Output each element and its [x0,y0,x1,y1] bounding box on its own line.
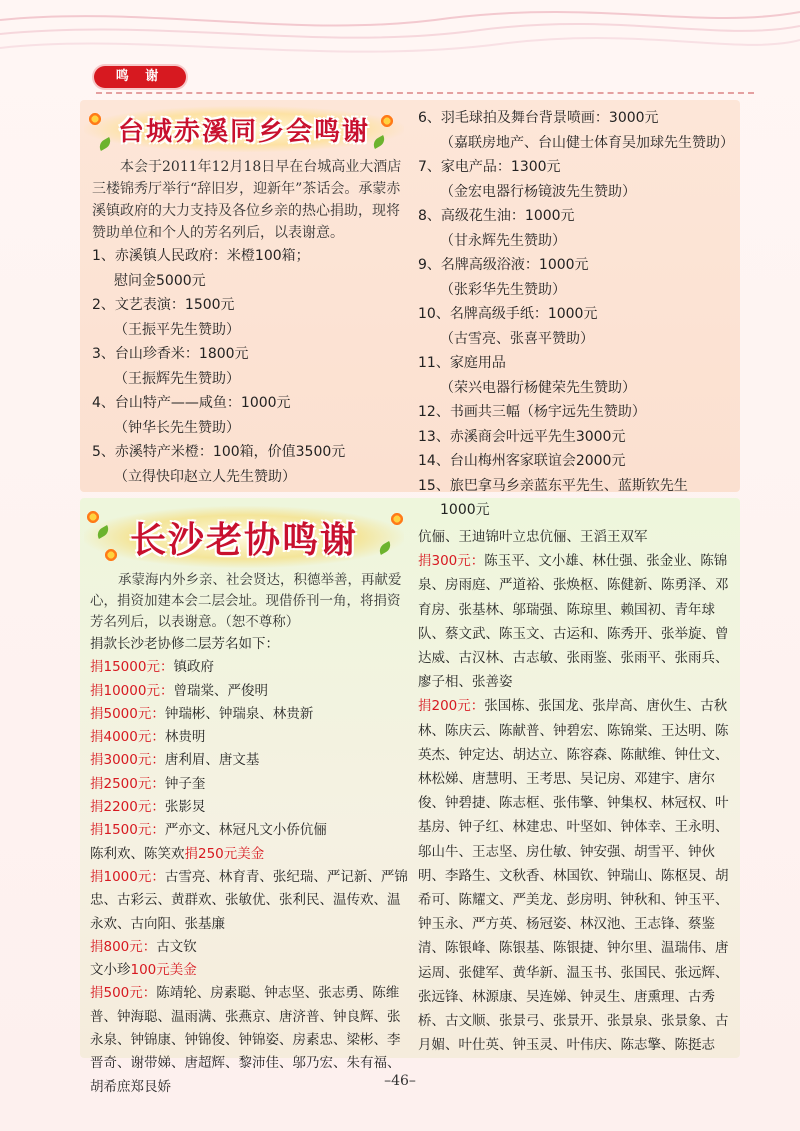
donation-amount: 捐800元： [90,938,157,955]
donor-names: 陈靖轮、房素聪、钟志坚、张志勇、陈维普、钟海聪、温雨满、张燕京、唐济普、钟良辉、张永泉、钟锦康、钟锦俊、钟锦姿、房素忠、梁彬、李晋奇、谢带娣、唐超辉、黎沛佳、邬乃宏、朱有福、胡希庶郑艮娇 [90,985,401,1095]
donation-amount: 捐1000元： [90,868,165,885]
donation-entry [90,796,408,819]
section2-intro: 承蒙海内外乡亲、社会贤达，积德举善，再献爱心，捐资加建本会二层会址。现借侨刊一角，将捐资芳名列后，以表谢意。（恕不尊称） [90,572,402,630]
donation-list-right [418,549,736,1057]
donation-entry [90,866,408,936]
donation-entry [90,749,408,772]
donation-entry [90,703,408,726]
donor-names: 陈玉平、文小雄、林仕强、张金业、陈锦泉、房雨庭、严道裕、张焕枢、陈健新、陈勇泽、邓育房、张基林、邬瑞强、陈琼里、赖国初、青年球队、蔡文武、陈玉文、古运和、陈秀开、张举旋、曾达威、古汉林、古志敏、张雨鉴、张雨平、张雨兵、廖子相、张善姿 [418,553,729,691]
flower-decoration [88,112,102,126]
list-item: 15、旅巴拿马乡亲蓝东平先生、蓝斯钦先生 [418,477,688,494]
page-number: –46– [384,1073,416,1089]
donor-names: 钟瑞彬、钟瑞泉、林贵新 [164,705,314,722]
donation-amount: 捐200元： [418,698,485,715]
donation-amount: 捐1500元： [90,822,165,839]
section1-intro: 本会于2011年12月18日早在台城高业大酒店三楼锦秀厅举行“辞旧岁，迎新年”茶话会。承蒙赤溪镇政府的大力支持及各位乡亲的热心捐助，现将赞助单位和个人的芳名列后，以表谢意。 [92,159,402,241]
list-item: 13、赤溪商会叶远平先生3000元 [418,428,626,445]
list-item: 7、家电产品：1300元 [418,159,561,175]
donor-names: 文小珍 [90,962,131,979]
donor-names: 古雪亮、林育青、张纪瑞、严记新、严锦忠、古彩云、黄群欢、张敏优、张利民、温传欢、温永欢、古向阳、张基廉 [90,868,408,932]
donor-names: 曾瑞棠、严俊明 [173,682,268,699]
donation-entry [90,726,408,749]
donation-entry [90,773,408,796]
section1-items-left [92,244,408,489]
donation-amount: 捐15000元： [90,659,174,676]
section1-title: 台城赤溪同乡会鸣谢 [84,106,404,152]
donation-amount: 捐5000元： [90,705,165,722]
donation-entry [90,959,408,982]
donation-continued: 伉俪、王迪锦叶立忠伉俪、王滔王双军 [418,529,648,545]
list-item: （王振辉先生赞助） [114,370,240,387]
list-item: （古雪亮、张喜平赞助） [440,330,594,347]
list-item: 14、台山梅州客家联谊会2000元 [418,453,626,469]
section1-items-right [418,106,736,523]
donor-names: 张影炅 [164,799,206,816]
section1-right-column [418,106,736,523]
donation-entry [90,680,408,703]
flower-decoration [390,512,404,526]
donation-entry [90,656,408,679]
donation-amount-suffix: 捐250元美金 [184,845,265,862]
list-item: （王振平先生赞助） [114,321,240,338]
donor-names: 钟子奎 [164,775,206,792]
section1-left-column [92,156,408,489]
donor-names: 陈利欢、陈笑欢 [90,845,185,862]
list-item: 2、文艺表演：1500元 [92,297,235,313]
section2-title: 长沙老协鸣谢 [84,506,404,568]
list-item: （张彩华先生赞助） [440,281,566,298]
list-heading: 捐款长沙老协修二层芳名如下： [90,636,279,652]
list-item: 6、羽毛球拍及舞台背景喷画：3000元 [418,110,659,126]
donation-amount: 捐2500元： [90,775,165,792]
list-item: 慰问金5000元 [114,272,206,289]
list-item: 11、家庭用品 [418,355,506,371]
donor-names: 古文钦 [156,938,197,955]
section2-left-column [90,570,408,1099]
flower-decoration [380,114,394,128]
donation-amount: 捐2200元： [90,799,165,816]
list-item: （荣兴电器行杨健荣先生赞助） [440,379,636,396]
donation-amount: 捐4000元： [90,729,165,746]
list-item: 1000元 [440,502,490,518]
list-item: 12、书画共三幅（杨宇远先生赞助） [418,404,646,420]
list-item: 4、台山特产——咸鱼：1000元 [92,395,291,411]
list-item: 9、名牌高级浴液：1000元 [418,257,589,273]
donation-entry [418,694,736,1057]
donor-names: 镇政府 [173,659,214,676]
donation-amount-suffix: 100元美金 [130,962,197,979]
list-item: 1、赤溪镇人民政府：米橙100箱； [92,248,310,264]
donation-entry [90,819,408,842]
donor-names: 严亦文、林冠凡文小侨伉俪 [164,822,327,839]
donor-names: 林贵明 [164,729,206,746]
donation-amount: 捐3000元： [90,752,165,769]
donation-amount: 捐10000元： [90,682,174,699]
list-item: （甘永辉先生赞助） [440,232,566,249]
list-item: 10、名牌高级手纸：1000元 [418,306,598,322]
flower-decoration [104,548,118,562]
donor-names: 唐利眉、唐文基 [164,752,260,769]
donation-amount: 捐300元： [418,553,485,570]
section2-right-column [418,525,736,1057]
donor-names: 张国栋、张国龙、张岸高、唐伙生、古秋林、陈庆云、陈献普、钟碧宏、陈锦棠、王达明、陈英杰、钟定达、胡达立、陈容森、陈献维、钟仕文、林松娣、唐慧明、王考思、吴记房、邓建宇、唐尔俊、钟碧捷、陈志框、张伟擎、钟集权、林冠权、叶基房、钟子红、林建忠、叶坚如、钟体幸、王永明、邬山牛、王志坚、房仕敏、钟安强、胡雪平、钟伙明、李路生、文秋香、林国钦、钟瑞山、陈枢炅、胡希可、陈耀文、严美龙、彭房明、钟秋和、钟玉平、钟玉永、严方英、杨冠姿、林汉池、王志锋、蔡鉴清、陈银峰、陈银基、陈银捷、钟尔里、温瑞伟、唐运周、张健军、黄华新、温玉书、张国民、张远辉、张远锋、林源康、吴连娣、钟灵生、唐熏理、古秀桥、古文顺、张景弓、张景开、张景泉、张景象、古月媚、叶仕英、钟玉灵、叶伟庆、陈志擎、陈挺志 [418,698,729,1054]
list-item: 5、赤溪特产米橙：100箱，价值3500元 [92,444,346,460]
donation-amount: 捐500元： [90,985,157,1002]
list-item: 8、高级花生油：1000元 [418,208,575,224]
donation-entry [418,549,736,694]
donation-entry [90,843,408,866]
list-item: （立得快印赵立人先生赞助） [114,468,296,485]
list-item: 3、台山珍香米：1800元 [92,346,249,362]
list-item: （嘉联房地产、台山健士体育吴加球先生赞助） [440,134,734,151]
donation-list-left [90,656,408,1099]
section-tag: 鸣 谢 [94,66,186,88]
donation-entry [90,936,408,959]
list-item: （钟华长先生赞助） [114,419,240,436]
flower-decoration [86,510,100,524]
list-item: （金宏电器行杨镜波先生赞助） [440,183,636,200]
